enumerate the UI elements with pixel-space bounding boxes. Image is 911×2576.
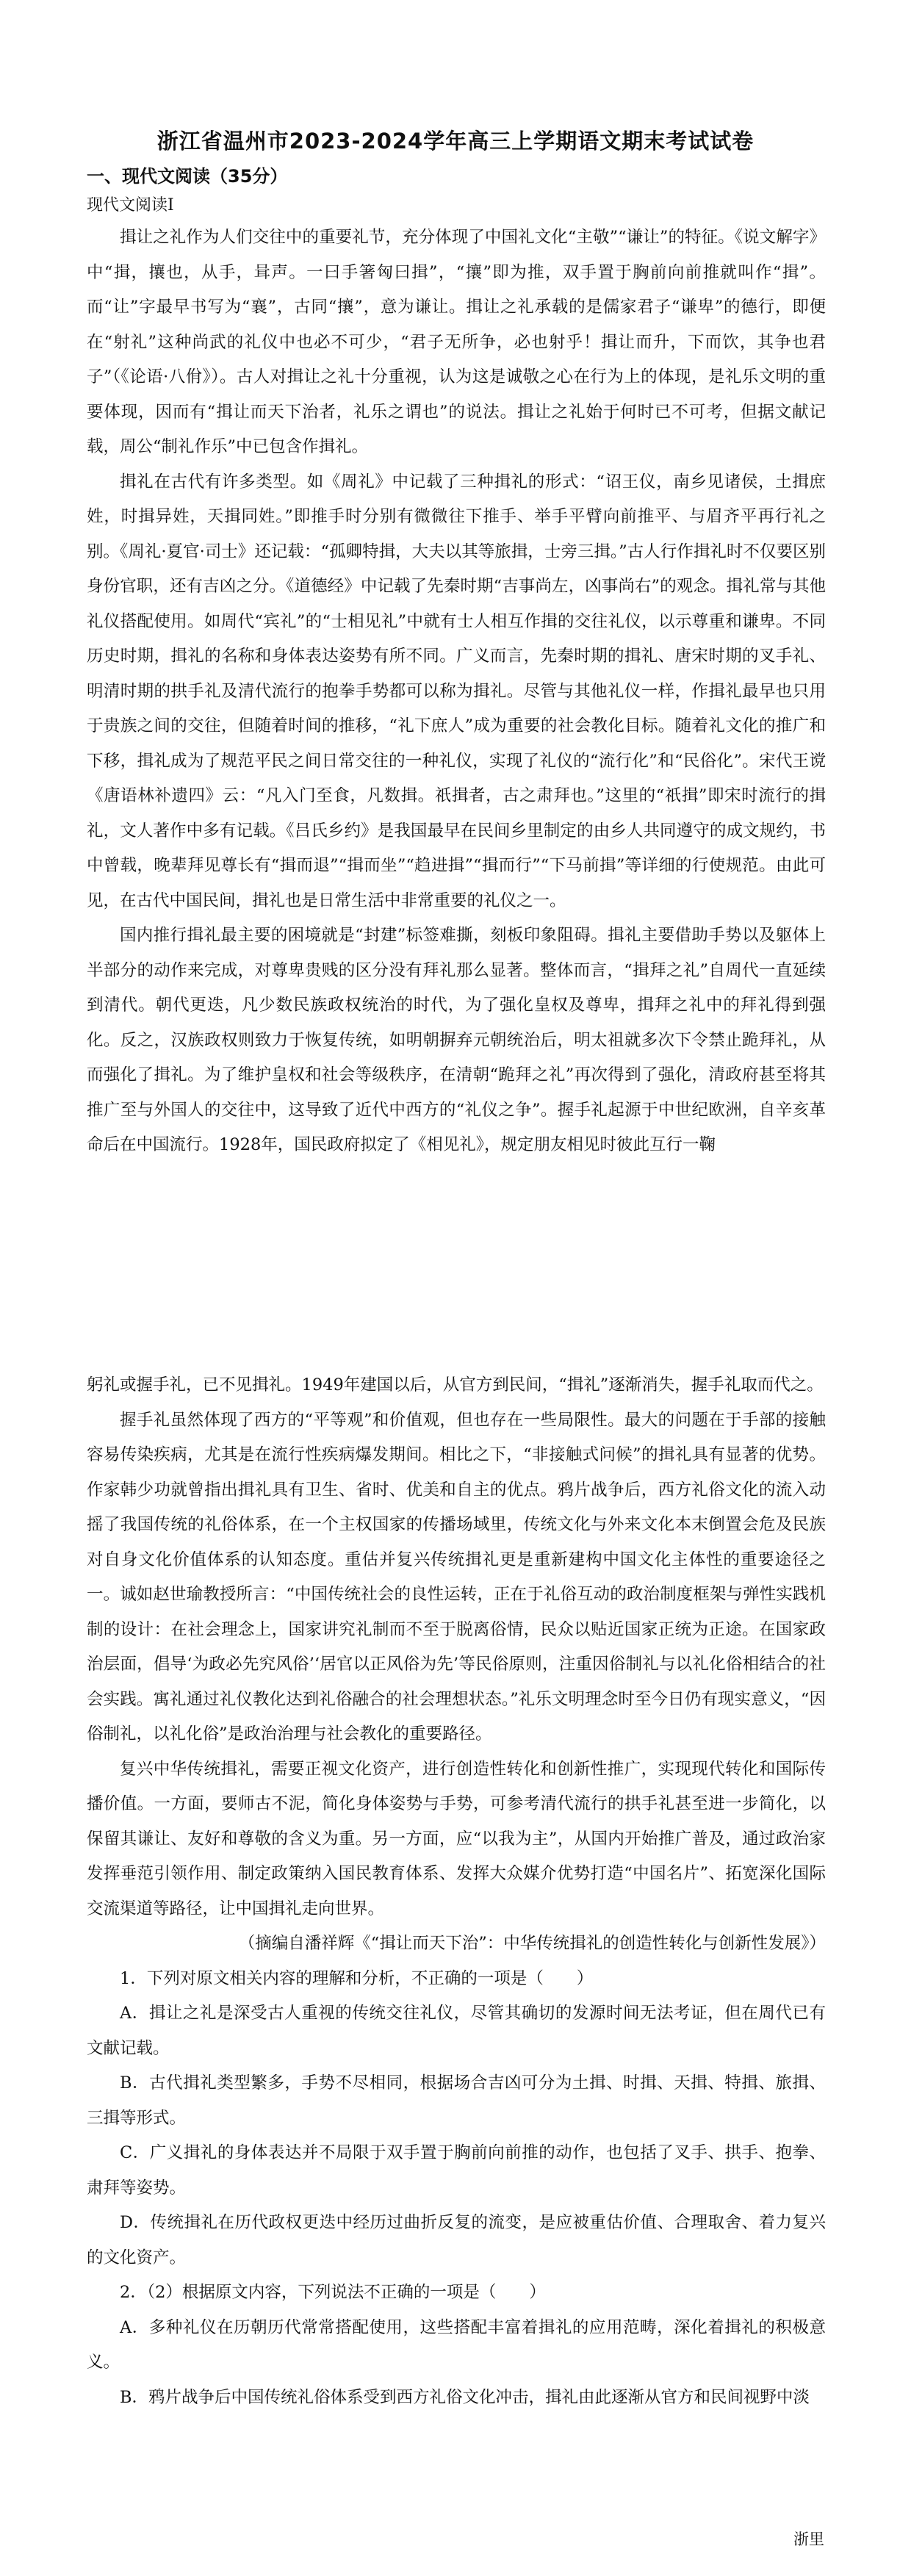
question-1-option-d: D．传统揖礼在历代政权更迭中经历过曲折反复的流变，是应被重估价值、合理取舍、着力复兴的文化资产。 [87, 2213, 826, 2267]
passage-part-1 [87, 220, 826, 1163]
passage-paragraph: 国内推行揖礼最主要的困境就是“封建”标签难撕，刻板印象阻碍。揖礼主要借助手势以及躯体上半部分的动作来完成，对尊卑贵贱的区分没有拜礼那么显著。整体而言，“揖拜之礼”自周代一直延续到清代。朝代更迭，凡少数民族政权统治的时代，为了强化皇权及尊卑，揖拜之礼中的拜礼得到强化。反之，汉族政权则致力于恢复传统，如明朝摒弃元朝统治后，明太祖就多次下令禁止跪拜礼，从而强化了揖礼。为了维护皇权和社会等级秩序，在清朝“跪拜之礼”再次得到了强化，清政府甚至将其推广至与外国人的交往中，这导致了近代中西方的“礼仪之争”。握手礼起源于中世纪欧洲，自辛亥革命后在中国流行。1928年，国民政府拟定了《相见礼》，规定朋友相见时彼此互行一鞠 [87, 926, 826, 1154]
passage-paragraph: 握手礼虽然体现了西方的“平等观”和价值观，但也存在一些局限性。最大的问题在于手部的接触容易传染疾病，尤其是在流行性疾病爆发期间。相比之下，“非接触式问候”的揖礼具有显著的优势。作家韩少功就曾指出揖礼具有卫生、省时、优美和自主的优点。鸦片战争后，西方礼俗文化的流入动摇了我国传统的礼俗体系，在一个主权国家的传播场域里，传统文化与外来文化本末倒置会危及民族对自身文化价值体系的认知态度。重估并复兴传统揖礼更是重新建构中国文化主体性的重要途径之一。诚如赵世瑜教授所言：“中国传统社会的良性运转，正在于礼俗互动的政治制度框架与弹性实践机制的设计：在社会理念上，国家讲究礼制而不至于脱离俗情，民众以贴近国家正统为正途。在国家政治层面，倡导‘为政必先究风俗’‘居官以正风俗为先’等民俗原则，注重因俗制礼与以礼化俗相结合的社会实践。寓礼通过礼仪教化达到礼俗融合的社会理想状态。”礼乐文明理念时至今日仍有现实意义，“因俗制礼，以礼化俗”是政治治理与社会教化的重要路径。 [87, 1410, 826, 1744]
passage-paragraph: 躬礼或握手礼，已不见揖礼。1949年建国以后，从官方到民间，“揖礼”逐渐消失，握手礼取而代之。 [87, 1375, 824, 1395]
question-1-option-b: B．古代揖礼类型繁多，手势不尽相同，根据场合吉凶可分为土揖、时揖、天揖、特揖、旅揖、三揖等形式。 [87, 2073, 826, 2128]
passage-paragraph: 揖让之礼作为人们交往中的重要礼节，充分体现了中国礼文化“主敬”“谦让”的特征。《说文解字》中“揖，攘也，从手，咠声。一曰手箸匈曰揖”，“攘”即为推，双手置于胸前向前推就叫作“揖”。而“让”字最早书写为“襄”，古同“攘”，意为谦让。揖让之礼承载的是儒家君子“谦卑”的德行，即便在“射礼”这种尚武的礼仪中也必不可少，“君子无所争，必也射乎！揖让而升，下而饮，其争也君子”（《论语·八佾》）。古人对揖让之礼十分重视，认为这是诚敬之心在行为上的体现，是礼乐文明的重要体现，因而有“揖让而天下治者，礼乐之谓也”的说法。揖让之礼始于何时已不可考，但据文献记载，周公“制礼作乐”中已包含作揖礼。 [87, 228, 826, 456]
question-2-option-b: B．鸦片战争后中国传统礼俗体系受到西方礼俗文化冲击，揖礼由此逐渐从官方和民间视野中淡 [120, 2387, 810, 2407]
passage-paragraph: 复兴中华传统揖礼，需要正视文化资产，进行创造性转化和创新性推广，实现现代转化和国际传播价值。一方面，要师古不泥，简化身体姿势与手势，可参考清代流行的拱手礼甚至进一步简化，以保留其谦让、友好和尊敬的含义为重。另一方面，应“以我为主”，从国内开始推广普及，通过政治家发挥垂范引领作用、制定政策纳入国民教育体系、发挥大众媒介优势打造“中国名片”、拓宽深化国际交流渠道等路径，让中国揖礼走向世界。 [87, 1759, 826, 1918]
exam-title: 浙江省温州市2023-2024学年高三上学期语文期末考试试卷 [156, 129, 755, 154]
question-2-option-a: A．多种礼仪在历朝历代常常搭配使用，这些搭配丰富着揖礼的应用范畴，深化着揖礼的积极意义。 [87, 2317, 826, 2372]
subsection-heading: 现代文阅读Ⅰ [87, 196, 174, 215]
source-attribution: （摘编自潘祥辉《“揖让而天下治”：中华传统揖礼的创造性转化与创新性发展》） [238, 1934, 826, 1953]
page-footer: 浙里 [793, 2530, 824, 2548]
section-heading: 一、现代文阅读（35分） [87, 166, 288, 187]
passage-paragraph: 揖礼在古代有许多类型。如《周礼》中记载了三种揖礼的形式：“诏王仪，南乡见诸侯，土揖庶姓，时揖异姓，天揖同姓。”即推手时分别有微微往下推手、举手平臂向前推平、与眉齐平再行礼之别。《周礼·夏官·司士》还记载：“孤卿特揖，大夫以其等旅揖，士旁三揖。”古人行作揖礼时不仅要区别身份官职，还有吉凶之分。《道德经》中记载了先秦时期“吉事尚左，凶事尚右”的观念。揖礼常与其他礼仪搭配使用。如周代“宾礼”的“士相见礼”中就有士人相互作揖的交往礼仪，以示尊重和谦卑。不同历史时期，揖礼的名称和身体表达姿势有所不同。广义而言，先秦时期的揖礼、唐宋时期的叉手礼、明清时期的拱手礼及清代流行的抱拳手势都可以称为揖礼。尽管与其他礼仪一样，作揖礼最早也只用于贵族之间的交往，但随着时间的推移，“礼下庶人”成为重要的社会教化目标。随着礼文化的推广和下移，揖礼成为了规范平民之间日常交往的一种礼仪，实现了礼仪的“流行化”和“民俗化”。宋代王谠《唐语林补遗四》云：“凡入门至食，凡数揖。祇揖者，古之肃拜也。”这里的“祇揖”即宋时流行的揖礼，文人著作中多有记载。《吕氏乡约》是我国最早在民间乡里制定的由乡人共同遵守的成文规约，书中曾载，晚辈拜见尊长有“揖而退”“揖而坐”“趋进揖”“揖而行”“下马前揖”等详细的行使规范。由此可见，在古代中国民间，揖礼也是日常生活中非常重要的礼仪之一。 [87, 472, 826, 910]
question-1-option-c: C．广义揖礼的身体表达并不局限于双手置于胸前向前推的动作，也包括了叉手、拱手、抱拳、肃拜等姿势。 [87, 2143, 826, 2198]
question-2-stem: 2．（2）根据原文内容，下列说法不正确的一项是（ ） [120, 2283, 546, 2302]
passage-part-2 [87, 1368, 826, 2415]
question-1-stem: 1．下列对原文相关内容的理解和分析，不正确的一项是（ ） [120, 1968, 594, 1988]
question-1-option-a: A．揖让之礼是深受古人重视的传统交往礼仪，尽管其确切的发源时间无法考证，但在周代已有文献记载。 [87, 2004, 826, 2058]
